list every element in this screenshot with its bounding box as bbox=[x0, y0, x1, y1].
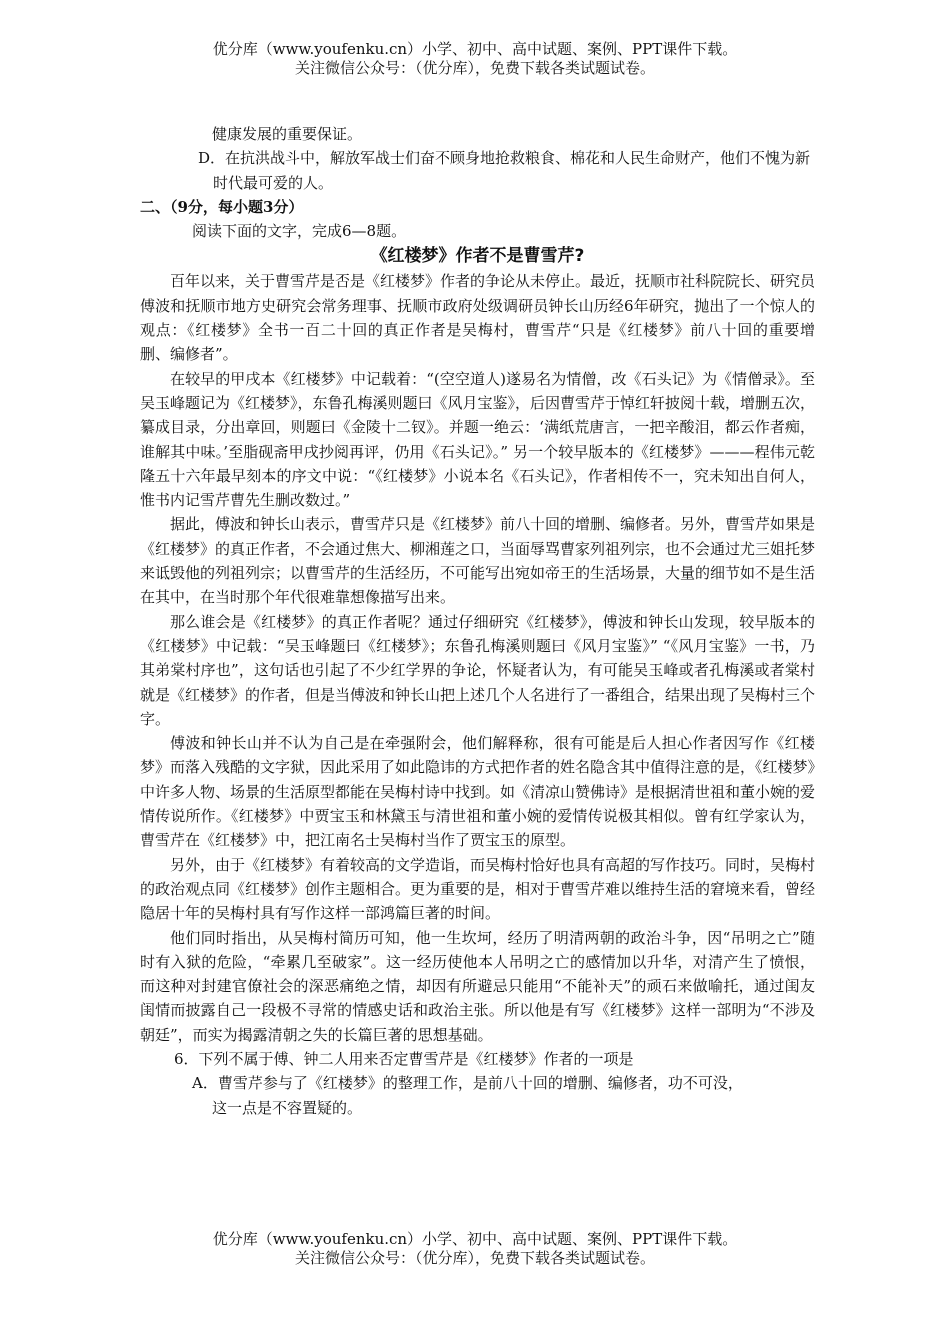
article-paragraph: 那么谁会是《红楼梦》的真正作者呢？通过仔细研究《红楼梦》，傅波和钟长山发现，较早版本的《红楼梦》中记载：“吴玉峰题曰《红楼梦》；东鲁孔梅溪则题曰《风月宝鉴》” “《风月宝鉴》一书，乃其弟棠村序也”，这句话也引起了不少红学界的争论，怀疑者认为，有可能吴玉峰或者孔梅溪或者棠村就是《红楼梦》的作者，但是当傅波和钟长山把上述几个人名进行了一番组合，结果出现了吴梅村三个字。 bbox=[140, 612, 816, 728]
page-header bbox=[0, 40, 950, 78]
article-paragraph: 另外，由于《红楼梦》有着较高的文学造诣，而吴梅村恰好也具有高超的写作技巧。同时，吴梅村的政治观点同《红楼梦》创作主题相合。更为重要的是，相对于曹雪芹难以维持生活的窘境来看，曾经隐居十年的吴梅村具有写作这样一部鸿篇巨著的时间。 bbox=[140, 855, 816, 923]
footer-line-2: 关注微信公众号：（优分库），免费下载各类试题试卷。 bbox=[294, 1249, 655, 1267]
article-paragraph: 百年以来，关于曹雪芹是否是《红楼梦》作者的争论从未停止。最近，抚顺市社科院院长、研究员傅波和抚顺市地方史研究会常务理事、抚顺市政府处级调研员钟长山历经6年研究，抛出了一个惊人的观点：《红楼梦》全书一百二十回的真正作者是吴梅村，曹雪芹“只是《红楼梦》前八十回的重要增删、编修者”。 bbox=[140, 272, 816, 364]
header-line-2: 关注微信公众号：（优分库），免费下载各类试题试卷。 bbox=[294, 59, 655, 77]
question-6-option-a: A．曹雪芹参与了《红楼梦》的整理工作，是前八十回的增删、编修者，功不可没， bbox=[192, 1074, 743, 1093]
header-line-1: 优分库（www.youfenku.cn）小学、初中、高中试题、案例、PPT课件下载。 bbox=[212, 40, 738, 58]
question-6-stem: 6．下列不属于傅、钟二人用来否定曹雪芹是《红楼梦》作者的一项是 bbox=[174, 1049, 634, 1068]
prev-option-c-tail: 健康发展的重要保证。 bbox=[212, 125, 363, 143]
article-paragraph: 他们同时指出，从吴梅村简历可知，他一生坎坷，经历了明清两朝的政治斗争，因“吊明之亡”随时有入狱的危险，“牵累几至破家”。这一经历使他本人吊明之亡的感情加以升华，对清产生了愤恨，而这种对封建官僚社会的深恶痛绝之情，却因有所避忌只能用“不能补天”的顽石来做喻托，通过闺友闺情而披露自己一段极不寻常的情感史话和政治主张。所以他是有写《红楼梦》这样一部明为“不涉及朝廷”，而实为揭露清朝之失的长篇巨著的思想基础。 bbox=[140, 928, 815, 1044]
article-paragraph: 傅波和钟长山并不认为自己是在牵强附会，他们解释称，很有可能是后人担心作者因写作《红楼梦》而落入残酷的文字狱，因此采用了如此隐讳的方式把作者的姓名隐含其中值得注意的是，《红楼梦》中许多人物、场景的生活原型都能在吴梅村诗中找到。如《清凉山赞佛诗》是根据清世祖和董小婉的爱情传说所作。《红楼梦》中贾宝玉和林黛玉与清世祖和董小婉的爱情传说极其相似。曾有红学家认为，曹雪芹在《红楼梦》中，把江南名士吴梅村当作了贾宝玉的原型。 bbox=[140, 734, 816, 850]
section-intro: 阅读下面的文字，完成6—8题。 bbox=[192, 222, 407, 241]
page-body bbox=[140, 122, 815, 1120]
article-paragraph: 在较早的甲戌本《红楼梦》中记载着：“(空空道人)遂易名为情僧，改《石头记》为《情僧录》。至吴玉峰题记为《红楼梦》，东鲁孔梅溪则题曰《风月宝鉴》，后因曹雪芹于悼红轩披阅十载，增删五次，纂成目录，分出章回，则题曰《金陵十二钗》。并题一绝云：‘满纸荒唐言，一把辛酸泪，都云作者痴，谁解其中味。’至脂砚斋甲戌抄阅再评，仍用《石头记》。” 另一个较早版本的《红楼梦》———程伟元乾隆五十六年最早刻本的序文中说：“《红楼梦》小说本名《石头记》，作者相传不一，究未知出自何人，惟书内记雪芹曹先生删改数过。” bbox=[140, 369, 816, 510]
page-footer bbox=[0, 1230, 950, 1268]
prev-option-d: D．在抗洪战斗中，解放军战士们奋不顾身地抢救粮食、棉花和人民生命财产，他们不愧为新时代最可爱的人。 bbox=[198, 149, 811, 192]
footer-line-1: 优分库（www.youfenku.cn）小学、初中、高中试题、案例、PPT课件下载。 bbox=[212, 1230, 738, 1248]
question-6-option-a-cont: 这一点是不容置疑的。 bbox=[212, 1098, 363, 1117]
section-heading: 二、（9分，每小题3分） bbox=[140, 197, 304, 216]
article-title: 《红楼梦》作者不是曹雪芹? bbox=[370, 246, 585, 267]
article-paragraph: 据此，傅波和钟长山表示，曹雪芹只是《红楼梦》前八十回的增删、编修者。另外，曹雪芹如果是《红楼梦》的真正作者，不会通过焦大、柳湘莲之口，当面辱骂曹家列祖列宗，也不会通过尤三姐托梦来诋毁他的列祖列宗；以曹雪芹的生活经历，不可能写出宛如帝王的生活场景，大量的细节如不是生活在其中，在当时那个年代很难靠想像描写出来。 bbox=[140, 515, 816, 607]
